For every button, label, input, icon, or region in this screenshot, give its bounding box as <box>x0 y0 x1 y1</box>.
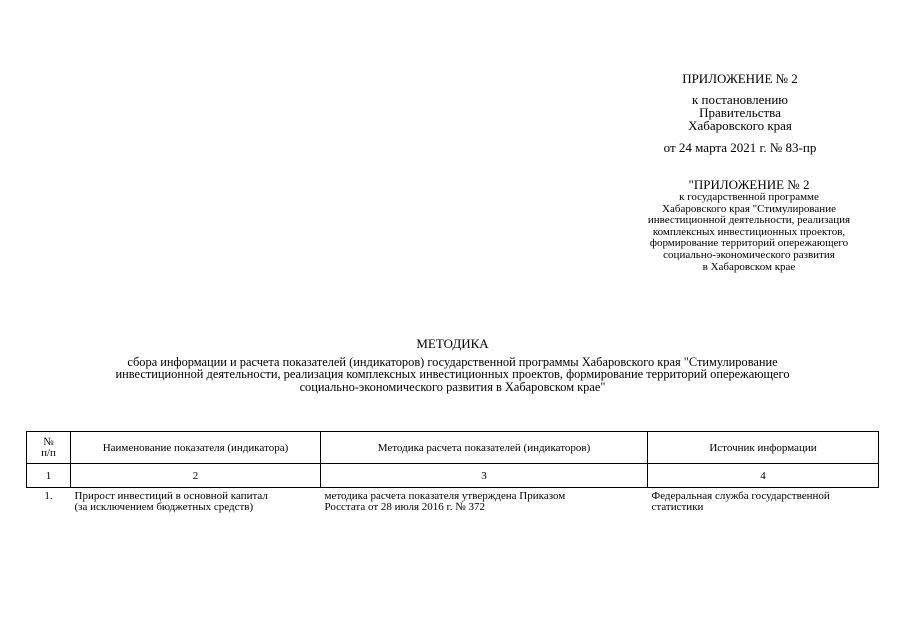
row-name-line: Прирост инвестиций в основной капитал <box>74 490 268 502</box>
header-number-cell <box>27 432 71 464</box>
methodology-title: МЕТОДИКА <box>416 336 489 351</box>
row-number: 1. <box>44 490 53 502</box>
row-name-cell <box>71 488 321 514</box>
methodology-subtitle-line: инвестиционной деятельности, реализация комплексных инвестиционных проектов, формирование территорий опережающего <box>115 367 790 382</box>
methodology-subtitle-line: социально-экономического развития в Хабаровском крае" <box>299 379 606 394</box>
column-number-cell: 2 <box>71 464 321 488</box>
program-appendix-line: Хабаровского края "Стимулирование <box>662 202 836 215</box>
header-number-sign: № <box>43 435 54 448</box>
row-number-cell <box>27 488 71 514</box>
methodology-heading <box>25 337 880 393</box>
program-appendix-line: к государственной программе <box>679 191 819 203</box>
header-name-cell: Наименование показателя (индикатора) <box>71 432 321 464</box>
program-appendix-header <box>608 178 890 273</box>
methodology-subtitle-line: сбора информации и расчета показателей (индикаторов) государственной программы Хабаровского края "Стимулирование <box>127 355 778 369</box>
row-name-line: (за исключением бюджетных средств) <box>74 501 254 513</box>
column-number-cell: 3 <box>321 464 648 488</box>
appendix-header <box>600 72 880 154</box>
table-header-row <box>27 432 879 464</box>
row-source-cell <box>648 488 879 514</box>
appendix-line: Правительства <box>699 105 781 120</box>
row-method-line: методика расчета показателя утверждена Приказом <box>324 490 566 502</box>
table-row <box>27 488 879 514</box>
program-appendix-line: инвестиционной деятельности, реализация <box>647 214 851 227</box>
indicators-table <box>26 431 879 513</box>
program-appendix-line: формирование территорий опережающего <box>649 237 849 250</box>
column-number-cell: 4 <box>648 464 879 488</box>
program-appendix-title: "ПРИЛОЖЕНИЕ № 2 <box>688 177 810 192</box>
appendix-line: Хабаровского края <box>688 118 792 133</box>
appendix-title: ПРИЛОЖЕНИЕ № 2 <box>682 71 798 86</box>
appendix-line: к постановлению <box>691 92 789 107</box>
row-source-line: Федеральная служба государственной <box>651 490 830 502</box>
row-method-cell <box>321 488 648 514</box>
program-appendix-line: социально-экономического развития <box>663 248 835 261</box>
appendix-date: от 24 марта 2021 г. № 83-пр <box>663 140 817 155</box>
header-method-cell: Методика расчета показателей (индикаторов) <box>321 432 648 464</box>
row-method-line: Росстата от 28 июля 2016 г. № 372 <box>324 501 486 513</box>
column-numbers-row <box>27 464 879 488</box>
column-number-cell: 1 <box>27 464 71 488</box>
program-appendix-line: комплексных инвестиционных проектов, <box>652 225 846 238</box>
header-source-cell: Источник информации <box>648 432 879 464</box>
header-number-abbr: п/п <box>41 446 56 459</box>
program-appendix-line: в Хабаровском крае <box>702 260 796 273</box>
row-source-line: статистики <box>651 501 704 513</box>
